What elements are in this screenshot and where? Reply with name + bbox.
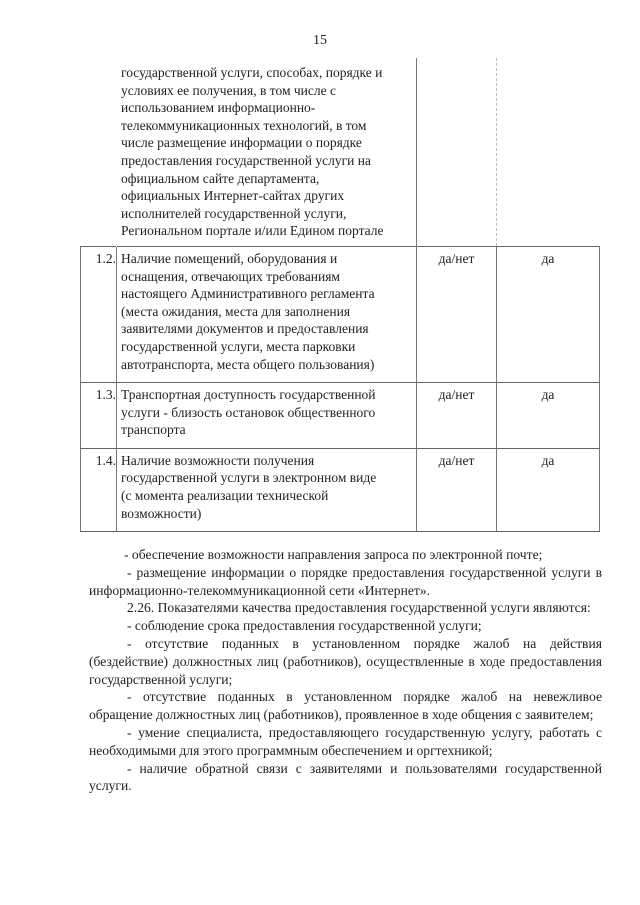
paragraph: - наличие обратной связи с заявителями и пользователями государственной услуги. — [89, 760, 602, 794]
value-cell — [497, 58, 600, 246]
text-line: числе размещение информации о порядке — [121, 135, 362, 151]
row-number-cell: 1.3. — [81, 383, 117, 449]
row-number-cell — [81, 58, 117, 246]
table-row-continuation — [81, 58, 600, 246]
text-line: использованием информационно- — [121, 100, 316, 116]
value-cell: да — [497, 383, 600, 449]
table-row — [81, 246, 600, 382]
paragraph: - умение специалиста, предоставляющего государственную услугу, работать с необходимыми для этого программным обеспечением и оргтехникой; — [89, 724, 602, 758]
table-row — [81, 383, 600, 449]
body-text — [89, 546, 602, 795]
text-line: государственной услуги, способах, порядке и — [121, 65, 383, 80]
text-line: (места ожидания, места для заполнения — [121, 303, 351, 319]
text-line: (с момента реализации технической — [121, 488, 329, 504]
indicator-text-cell — [117, 448, 417, 531]
text-line: услуги - близость остановок общественного — [121, 404, 376, 420]
text-line: исполнителей государственной услуги, — [121, 205, 347, 221]
indicator-text-cell — [117, 383, 417, 449]
text-line: оснащения, отвечающих требованиям — [121, 268, 340, 284]
paragraph: - отсутствие поданных в установленном порядке жалоб на действия (бездействие) должностных лиц (работников), осуществленные в ходе предоставления государственной услуги; — [89, 635, 602, 687]
paragraph: - отсутствие поданных в установленном порядке жалоб на невежливое обращение должностных лиц (работников), проявленное в ходе общения с заявителем; — [89, 689, 602, 723]
paragraph: 2.26. Показателями качества предоставления государственной услуги являются: — [127, 600, 591, 616]
paragraph: - обеспечение возможности направления запроса по электронной почте; — [124, 547, 543, 562]
text-line: Наличие помещений, оборудования и — [121, 250, 338, 266]
row-number-cell: 1.4. — [81, 448, 117, 531]
text-line: государственной услуги в электронном виде — [121, 470, 377, 486]
text-line: государственной услуги, места парковки — [121, 338, 356, 354]
text-line: автотранспорта, места общего пользования) — [121, 356, 375, 372]
quality-indicators-table — [80, 58, 600, 532]
unit-cell: да/нет — [417, 246, 497, 382]
unit-cell — [417, 58, 497, 246]
indicator-text-cell — [117, 246, 417, 382]
paragraph: - соблюдение срока предоставления государственной услуги; — [127, 618, 482, 634]
text-line: транспорта — [121, 422, 186, 438]
row-number-cell: 1.2. — [81, 246, 117, 382]
text-line: телекоммуникационных технологий, в том — [121, 117, 367, 133]
text-line: настоящего Административного регламента — [121, 286, 375, 302]
text-line: Транспортная доступность государственной — [121, 387, 376, 403]
table-row — [81, 448, 600, 531]
indicator-text-cell — [117, 58, 417, 246]
value-cell: да — [497, 448, 600, 531]
text-line: Наличие возможности получения — [121, 452, 315, 468]
text-line: Региональном портале и/или Едином портале — [121, 223, 384, 239]
unit-cell: да/нет — [417, 383, 497, 449]
paragraph: - размещение информации о порядке предоставления государственной услуги в информационно-телекоммуникационной сети «Интернет». — [89, 564, 602, 598]
text-line: заявителями документов и предоставления — [121, 321, 369, 337]
value-cell: да — [497, 246, 600, 382]
text-line: официальных Интернет-сайтах других — [121, 188, 345, 204]
text-line: возможности) — [121, 505, 202, 521]
text-line: условиях ее получения, в том числе с — [121, 82, 336, 98]
text-line: официальном сайте департамента, — [121, 170, 320, 186]
page-number: 15 — [313, 33, 327, 48]
unit-cell: да/нет — [417, 448, 497, 531]
text-line: предоставления государственной услуги на — [121, 152, 371, 168]
